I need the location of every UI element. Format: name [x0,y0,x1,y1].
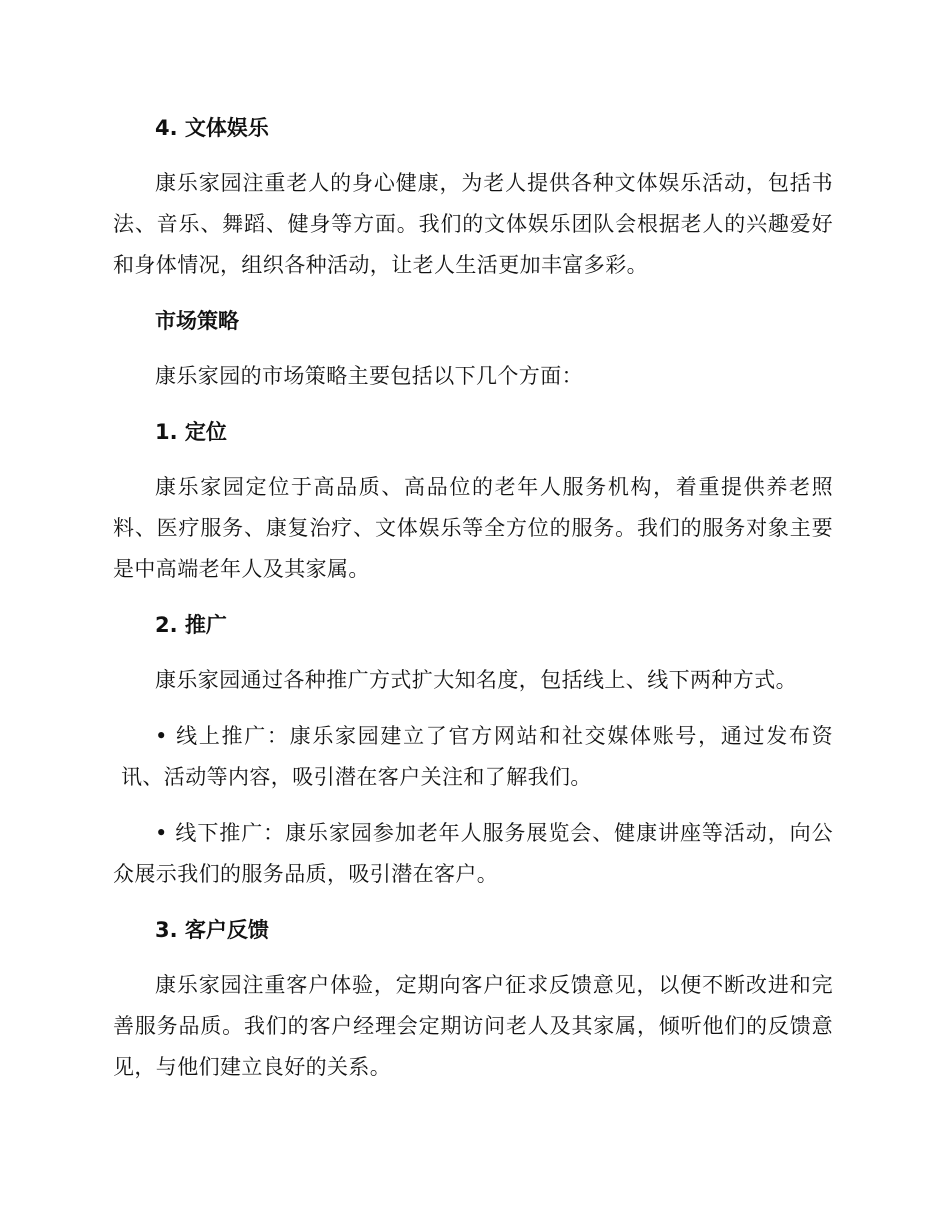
paragraph-recreation: 康乐家园注重老人的身心健康，为老人提供各种文体娱乐活动，包括书法、音乐、舞蹈、健身等方面。我们的文体娱乐团队会根据老人的兴趣爱好和身体情况，组织各种活动，让老人生活更加丰富多彩。 [113,171,833,277]
section-heading-positioning: 1. 定位 [155,420,227,444]
section-heading-customer-feedback: 3. 客户反馈 [155,918,269,942]
paragraph-promotion-intro: 康乐家园通过各种推广方式扩大知名度，包括线上、线下两种方式。 [155,668,797,692]
bullet-offline-promotion: • 线下推广：康乐家园参加老年人服务展览会、健康讲座等活动，向公众展示我们的服务品质，吸引潜在客户。 [113,821,833,886]
section-heading-promotion: 2. 推广 [155,613,227,637]
paragraph-customer-feedback: 康乐家园注重客户体验，定期向客户征求反馈意见，以便不断改进和完善服务品质。我们的客户经理会定期访问老人及其家属，倾听他们的反馈意见，与他们建立良好的关系。 [113,973,833,1079]
section-heading-recreation: 4. 文体娱乐 [155,116,269,140]
paragraph-market-strategy-intro: 康乐家园的市场策略主要包括以下几个方面： [155,364,583,388]
bullet-online-promotion: • 线上推广：康乐家园建立了官方网站和社交媒体账号，通过发布资讯、活动等内容，吸引潜在客户关注和了解我们。 [121,724,833,789]
section-heading-market-strategy: 市场策略 [155,309,239,333]
document-content [113,108,833,1103]
paragraph-positioning: 康乐家园定位于高品质、高品位的老年人服务机构，着重提供养老照料、医疗服务、康复治疗、文体娱乐等全方位的服务。我们的服务对象主要是中高端老年人及其家属。 [113,475,833,581]
